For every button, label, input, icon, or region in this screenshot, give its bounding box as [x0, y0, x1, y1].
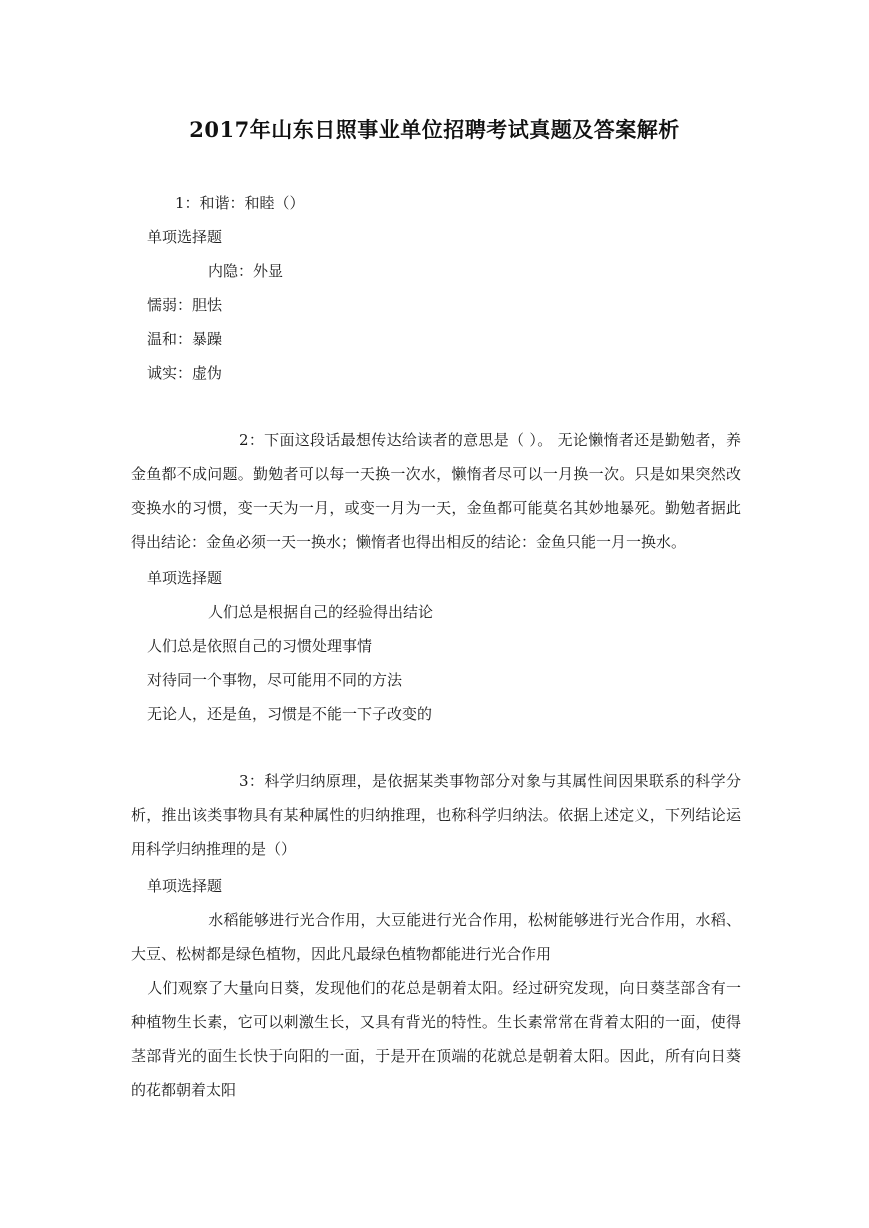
question-2-option-d: 无论人，还是鱼，习惯是不能一下子改变的: [147, 705, 433, 723]
question-3-type: 单项选择题: [147, 877, 223, 895]
question-1-option-b: 懦弱：胆怯: [147, 296, 223, 314]
question-2-option-a: 人们总是根据自己的经验得出结论: [208, 603, 434, 621]
question-1-option-d: 诚实：虚伪: [147, 364, 223, 382]
question-2-option-c: 对待同一个事物，尽可能用不同的方法: [147, 671, 403, 689]
question-1-option-c: 温和：暴躁: [147, 330, 223, 348]
question-1-type: 单项选择题: [147, 228, 223, 246]
question-1-stem: 1：和谐：和睦（）: [175, 194, 305, 212]
document-title: 2017年山东日照事业单位招聘考试真题及答案解析: [189, 117, 680, 142]
question-2-stem: 2：下面这段话最想传达给读者的意思是（ ）。 无论懒惰者还是勤勉者，养金鱼都不成问题。勤勉者可以每一天换一次水，懒惰者尽可以一月换一次。只是如果突然改变换水的习惯，变一天为一月，或变一月为一天，金鱼都可能莫名其妙地暴死。勤勉者据此得出结论：金鱼必须一天一换水；懒惰者也得出相反的结论：金鱼只能一月一换水。: [131, 431, 741, 551]
question-3-stem: 3：科学归纳原理，是依据某类事物部分对象与其属性间因果联系的科学分析，推出该类事物具有某种属性的归纳推理，也称科学归纳法。依据上述定义，下列结论运用科学归纳推理的是（）: [131, 772, 741, 858]
question-2-type: 单项选择题: [147, 569, 223, 587]
question-3-option-b: 人们观察了大量向日葵，发现他们的花总是朝着太阳。经过研究发现，向日葵茎部含有一种植物生长素，它可以刺激生长，又具有背光的特性。生长素常常在背着太阳的一面，使得茎部背光的面生长快于向阳的一面，于是开在顶端的花就总是朝着太阳。因此，所有向日葵的花都朝着太阳: [131, 979, 741, 1099]
question-1-option-a: 内隐：外显: [208, 262, 284, 280]
question-3-option-a: 水稻能够进行光合作用，大豆能进行光合作用，松树能够进行光合作用，水稻、大豆、松树都是绿色植物，因此凡最绿色植物都能进行光合作用: [131, 911, 741, 963]
question-2-option-b: 人们总是依照自己的习惯处理事情: [147, 637, 373, 655]
